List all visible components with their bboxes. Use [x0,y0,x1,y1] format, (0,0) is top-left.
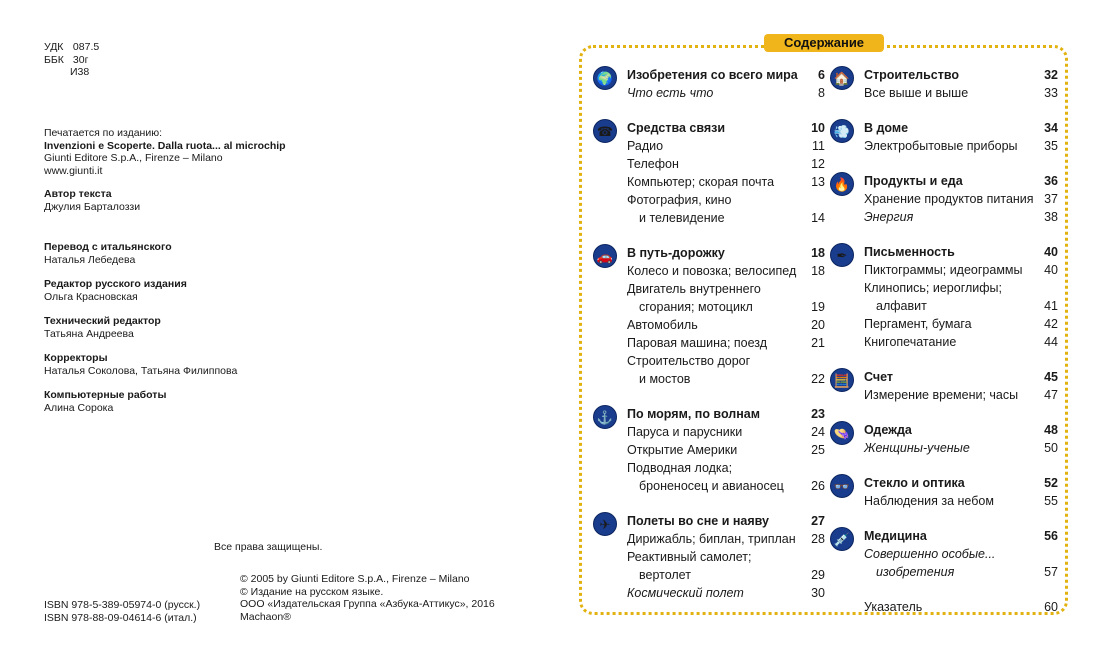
entry-title: Пергамент, бумага [864,317,972,331]
editor-block [44,278,187,303]
entry-page-number: 13 [811,175,825,189]
contents-entry[interactable] [627,477,825,495]
entry-page-number: 22 [811,372,825,386]
contents-entry[interactable] [627,280,825,298]
entry-page-number: 10 [811,121,825,135]
contents-entry[interactable] [627,191,825,209]
contents-section [830,368,1058,404]
entry-page-number: 40 [1044,263,1058,277]
entry-page-number: 47 [1044,388,1058,402]
entry-title: Открытие Америки [627,443,738,457]
contents-entry[interactable] [864,279,1058,297]
entry-title: Что есть что [627,86,714,100]
entry-title: Фотография, кино [627,193,732,207]
tech-editor-label: Технический редактор [44,315,161,327]
entry-page-number: 40 [1044,245,1058,259]
contents-entry[interactable] [864,119,1058,137]
bbk-value: 30г [72,53,89,66]
entry-page-number: 25 [811,443,825,457]
contents-section [830,527,1058,581]
syringe-icon: 💉 [830,527,854,551]
entry-title: Дирижабль; биплан, триплан [627,532,796,546]
quill-icon: ✒ [830,243,854,267]
contents-column-right [830,66,1058,616]
entry-page-number: 36 [1044,174,1058,188]
tech-editor-block [44,315,161,340]
rights-reserved: Все права защищены. [214,541,323,553]
contents-entry[interactable] [864,261,1058,279]
entry-page-number: 18 [811,246,825,260]
udk-value: 087.5 [72,41,100,53]
entry-page-number: 19 [811,300,825,314]
entry-page-number: 48 [1044,423,1058,437]
contents-section [830,474,1058,510]
entry-page-number: 20 [811,318,825,332]
entry-page-number: 42 [1044,317,1058,331]
contents-entry[interactable] [627,173,825,191]
contents-entry[interactable] [864,315,1058,333]
entry-page-number: 55 [1044,494,1058,508]
contents-section [593,66,825,102]
hat-icon: 👒 [830,421,854,445]
contents-entry[interactable] [627,66,825,84]
entry-page-number: 37 [1044,192,1058,206]
entry-title: Энергия [864,210,914,224]
contents-entry[interactable] [627,119,825,137]
entry-page-number: 45 [1044,370,1058,384]
entry-page-number: 6 [818,68,825,82]
contents-entry[interactable] [864,368,1058,386]
isbn-italian: ISBN 978-88-09-04614-6 (итал.) [44,611,197,624]
contents-entry[interactable] [627,155,825,173]
entry-title: Телефон [627,157,679,171]
contents-entry[interactable] [864,598,1058,616]
entry-title: В доме [864,121,909,135]
contents-entry[interactable] [627,441,825,459]
copyright-line: © Издание на русском языке. [240,585,384,598]
contents-title: Содержание [764,34,884,52]
udk-label: УДК [44,41,64,53]
entry-title: Указатель [864,600,923,614]
entry-page-number: 38 [1044,210,1058,224]
hairdryer-icon: 💨 [830,119,854,143]
entry-title: Продукты и еда [864,174,963,188]
author-name: Джулия Барталоззи [44,200,141,213]
entry-title: Совершенно особые... [864,547,996,561]
contents-section [830,119,1058,155]
entry-page-number [805,280,825,298]
entry-page-number: 14 [811,211,825,225]
contents-entry[interactable] [627,316,825,334]
entry-title: Медицина [864,529,927,543]
entry-title: По морям, по волнам [627,407,760,421]
glasses-icon: 👓 [830,474,854,498]
copyright-line: © 2005 by Giunti Editore S.p.A., Firenze – Milano [240,573,470,585]
entry-title: В путь-дорожку [627,246,725,260]
entry-page-number: 12 [811,157,825,171]
contents-entry[interactable] [627,209,825,227]
entry-title: Колесо и повозка; велосипед [627,264,797,278]
contents-entry[interactable] [864,137,1058,155]
contents-entry[interactable] [864,84,1058,102]
entry-page-number: 50 [1044,441,1058,455]
correctors-label: Корректоры [44,352,108,364]
author-code: И38 [70,66,90,78]
copyright-line: ООО «Издательская Группа «Азбука-Аттикус», 2016 [240,598,495,610]
entry-page-number [1038,279,1058,297]
contents-entry[interactable] [627,566,825,584]
translation-name: Наталья Лебедева [44,253,136,266]
translation-label: Перевод с итальянского [44,241,172,253]
entry-page-number: 35 [1044,139,1058,153]
bbk-label: ББК [44,53,64,66]
entry-title: Хранение продуктов питания [864,192,1034,206]
entry-title: Книгопечатание [864,335,957,349]
entry-title: Паруса и парусники [627,425,743,439]
entry-page-number: 52 [1044,476,1058,490]
computer-works-name: Алина Сорока [44,401,114,414]
entry-title: Реактивный самолет; [627,550,752,564]
contents-entry[interactable] [627,530,825,548]
contents-entry[interactable] [627,244,825,262]
entry-title: Стекло и оптика [864,476,965,490]
entry-page-number: 28 [811,532,825,546]
entry-page-number [805,548,825,566]
entry-title: Подводная лодка; [627,461,733,475]
entry-page-number: 24 [811,425,825,439]
entry-page-number [805,191,825,209]
contents-entry[interactable] [627,584,825,602]
editor-name: Ольга Красновская [44,290,138,303]
entry-page-number: 29 [811,568,825,582]
contents-entry[interactable] [864,492,1058,510]
entry-title: Женщины-ученые [864,441,970,455]
contents-entry[interactable] [864,563,1058,581]
entry-page-number [805,352,825,370]
website-link: www.giunti.it [44,164,103,177]
airplane-icon: ✈ [593,512,617,536]
entry-title: Автомобиль [627,318,698,332]
contents-entry[interactable] [627,423,825,441]
classification-codes [44,41,99,79]
contents-entry[interactable] [627,262,825,280]
contents-entry[interactable] [627,512,825,530]
contents-section [830,172,1058,226]
isbn-block [44,599,200,624]
abacus-icon: 🧮 [830,368,854,392]
entry-title: Все выше и выше [864,86,969,100]
entry-title: вертолет [639,568,691,582]
entry-title: Двигатель внутреннего [627,282,761,296]
contents-section [830,243,1058,351]
original-title: Invenzioni e Scoperte. Dalla ruota... al microchip [44,139,286,152]
entry-title: Наблюдения за небом [864,494,994,508]
entry-page-number [1038,545,1058,563]
contents-entry[interactable] [627,298,825,316]
copyright-block [240,573,495,623]
entry-page-number: 21 [811,336,825,350]
entry-title: Письменность [864,245,955,259]
contents-section [830,598,1058,616]
entry-title: Строительство [864,68,960,82]
entry-page-number: 41 [1044,299,1058,313]
contents-entry[interactable] [864,474,1058,492]
entry-title: Средства связи [627,121,726,135]
entry-page-number: 18 [811,264,825,278]
contents-section [593,512,825,602]
contents-entry[interactable] [864,297,1058,315]
contents-entry[interactable] [864,66,1058,84]
contents-section [593,119,825,227]
contents-entry[interactable] [627,405,825,423]
entry-page-number: 44 [1044,335,1058,349]
correctors-names: Наталья Соколова, Татьяна Филиппова [44,364,238,377]
contents-entry[interactable] [627,548,825,566]
isbn-russian: ISBN 978-5-389-05974-0 (русск.) [44,599,201,611]
entry-title: Электробытовые приборы [864,139,1018,153]
contents-entry[interactable] [864,545,1058,563]
original-publisher: Giunti Editore S.p.A., Firenze – Milano [44,152,223,164]
tech-editor-name: Татьяна Андреева [44,327,134,340]
entry-page-number: 34 [1044,121,1058,135]
contents-section [593,244,825,388]
submarine-icon: ⚓ [593,405,617,429]
computer-works-block [44,389,166,414]
contents-entry[interactable] [627,370,825,388]
entry-title: Строительство дорог [627,354,751,368]
contents-section [830,66,1058,102]
house-icon: 🏠 [830,66,854,90]
entry-page-number: 8 [818,86,825,100]
entry-page-number: 57 [1044,565,1058,579]
author-block [44,188,140,213]
entry-page-number: 26 [811,479,825,493]
entry-title: Одежда [864,423,912,437]
contents-entry[interactable] [864,172,1058,190]
entry-title: алфавит [876,299,927,313]
contents-entry[interactable] [627,459,825,477]
entry-page-number [805,459,825,477]
contents-entry[interactable] [627,84,825,102]
telephone-icon: ☎ [593,119,617,143]
author-label: Автор текста [44,188,112,200]
entry-page-number: 27 [811,514,825,528]
contents-entry[interactable] [627,137,825,155]
contents-entry[interactable] [864,190,1058,208]
entry-title: сгорания; мотоцикл [639,300,753,314]
contents-entry[interactable] [627,334,825,352]
entry-title: Клинопись; иероглифы; [864,281,1003,295]
contents-entry[interactable] [864,439,1058,457]
printed-from-label: Печатается по изданию: [44,127,162,139]
contents-entry[interactable] [864,386,1058,404]
contents-entry[interactable] [864,421,1058,439]
entry-title: Изобретения со всего мира [627,68,798,82]
entry-page-number: 56 [1044,529,1058,543]
entry-page-number: 30 [811,586,825,600]
contents-section [830,421,1058,457]
contents-column-left [593,66,825,602]
car-icon: 🚗 [593,244,617,268]
entry-page-number: 33 [1044,86,1058,100]
entry-page-number: 23 [811,407,825,421]
editor-label: Редактор русского издания [44,278,187,290]
entry-title: Пиктограммы; идеограммы [864,263,1023,277]
entry-title: Радио [627,139,664,153]
entry-page-number: 32 [1044,68,1058,82]
contents-entry[interactable] [864,527,1058,545]
original-edition-block [44,127,286,177]
entry-page-number: 60 [1044,600,1058,614]
entry-title: броненосец и авианосец [639,479,784,493]
entry-title: изобретения [876,565,955,579]
contents-entry[interactable] [864,333,1058,351]
entry-title: Компьютер; скорая почта [627,175,775,189]
entry-title: и мостов [639,372,691,386]
contents-section [593,405,825,495]
correctors-block [44,352,237,377]
entry-title: Счет [864,370,894,384]
campfire-icon: 🔥 [830,172,854,196]
contents-entry[interactable] [864,243,1058,261]
entry-title: и телевидение [639,211,725,225]
translation-block [44,241,172,266]
globe-icon: 🌍 [593,66,617,90]
contents-entry[interactable] [864,208,1058,226]
entry-title: Полеты во сне и наяву [627,514,769,528]
entry-title: Космический полет [627,586,744,600]
entry-page-number: 11 [812,139,825,153]
copyright-line: Machaon® [240,610,291,623]
computer-works-label: Компьютерные работы [44,389,167,401]
contents-entry[interactable] [627,352,825,370]
entry-title: Измерение времени; часы [864,388,1019,402]
entry-title: Паровая машина; поезд [627,336,768,350]
